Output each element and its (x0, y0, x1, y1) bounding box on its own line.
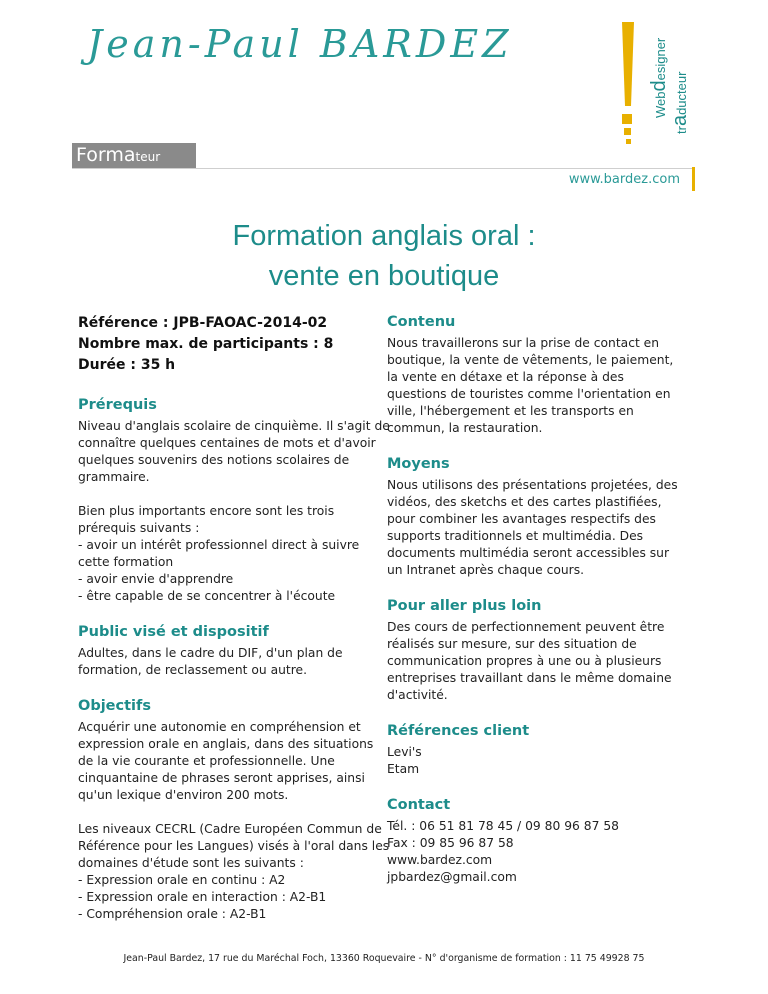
page-title (0, 216, 768, 296)
tagline-traducteur-rest: ducteur (674, 71, 689, 115)
svg-text:traducteur (669, 71, 691, 134)
tagline-webdesigner-rest: esigner (653, 37, 668, 81)
section-title-objectifs: Objectifs (78, 698, 151, 714)
participants-line: Nombre max. de participants : 8 (78, 336, 334, 352)
section-title-references: Références client (387, 723, 530, 739)
url-accent-bar (692, 167, 695, 191)
public-text: Adultes, dans le cadre du DIF, d'un plan de formation, de reclassement ou autre. (78, 646, 343, 677)
badge-part3: teur (135, 150, 161, 164)
objectifs-text-2: Les niveaux CECRL (Cadre Européen Commun de Référence pour les Langues) visés à l'oral dans les domaines d'étude sont les suivants : - Expression orale en continu : A2 - Expression orale en interaction : A2-B1 - Compréhension orale : A2-B1 (78, 822, 390, 921)
logo-exclamation-icon (612, 18, 692, 146)
section-title-moyens: Moyens (387, 456, 450, 472)
section-title-contenu: Contenu (387, 314, 456, 330)
duration-line: Durée : 35 h (78, 357, 176, 373)
tagline-traducteur-small: tr (674, 126, 689, 134)
footer: Jean-Paul Bardez, 17 rue du Maréchal Foch, 13360 Roquevaire - N° d'organisme de formation : 11 75 49928 75 (123, 953, 645, 964)
svg-text:Webdesigner (648, 37, 670, 118)
section-title-public: Public visé et dispositif (78, 624, 269, 640)
prerequis-text-2: Bien plus importants encore sont les trois prérequis suivants : - avoir un intérêt professionnel direct à suivre cette formation - avoir envie d'apprendre - être capable de se concentrer à l'écoute (78, 504, 360, 603)
page-title-line1: Formation anglais oral : (232, 220, 536, 252)
site-url-link[interactable]: www.bardez.com (568, 172, 680, 187)
badge-part1: For (76, 144, 106, 166)
objectifs-text-1: Acquérir une autonomie en compréhension et expression orale en anglais, dans des situations de la vie courante et professionnelle. Une cinquantaine de phrases seront apprises, ainsi qu'un lexique d'environ 200 mots. (78, 720, 374, 802)
logo-name: Jean-Paul BARDEZ (87, 22, 513, 66)
tagline-webdesigner-big: d (648, 80, 670, 92)
page-title-line2: vente en boutique (268, 260, 500, 292)
section-title-prerequis: Prérequis (78, 397, 157, 413)
right-column (387, 313, 687, 886)
contact-text: Tél. : 06 51 81 78 45 / 09 80 96 87 58 Fax : 09 85 96 87 58 www.bardez.com jpbardez@gmail.com (387, 819, 619, 884)
plus-loin-text: Des cours de perfectionnement peuvent être réalisés sur mesure, sur des situation de communication propres à une ou à plusieurs entreprises travaillant dans le même domaine d'activité. (387, 620, 672, 702)
moyens-text: Nous utilisons des présentations projetées, des vidéos, des sketchs et des cartes plastifiées, pour combiner les avantages respectifs des supports traditionnels et multimédia. Des documents multimédia seront accessibles sur un Intranet après chaque cours. (387, 478, 678, 577)
badge-part2: ma (105, 144, 136, 166)
left-column (78, 313, 390, 923)
header-divider (72, 168, 695, 169)
tagline-webdesigner-small: Web (653, 91, 668, 118)
tagline-traducteur-big: a (669, 114, 691, 127)
formateur-badge (72, 143, 196, 168)
prerequis-text-1: Niveau d'anglais scolaire de cinquième. Il s'agit de connaître quelques centaines de mots et d'avoir quelques souvenirs des notions scolaires de grammaire. (78, 419, 390, 484)
contenu-text: Nous travaillerons sur la prise de contact en boutique, la vente de vêtements, le paiement, la vente en détaxe et la réponse à des questions de touristes comme l'orientation en ville, l'hébergement et les transports en commun, la restauration. (387, 336, 674, 435)
reference-line: Référence : JPB-FAOAC-2014-02 (78, 315, 328, 331)
section-title-plus-loin: Pour aller plus loin (387, 598, 542, 614)
references-text: Levi's Etam (387, 745, 422, 776)
section-title-contact: Contact (387, 797, 451, 813)
